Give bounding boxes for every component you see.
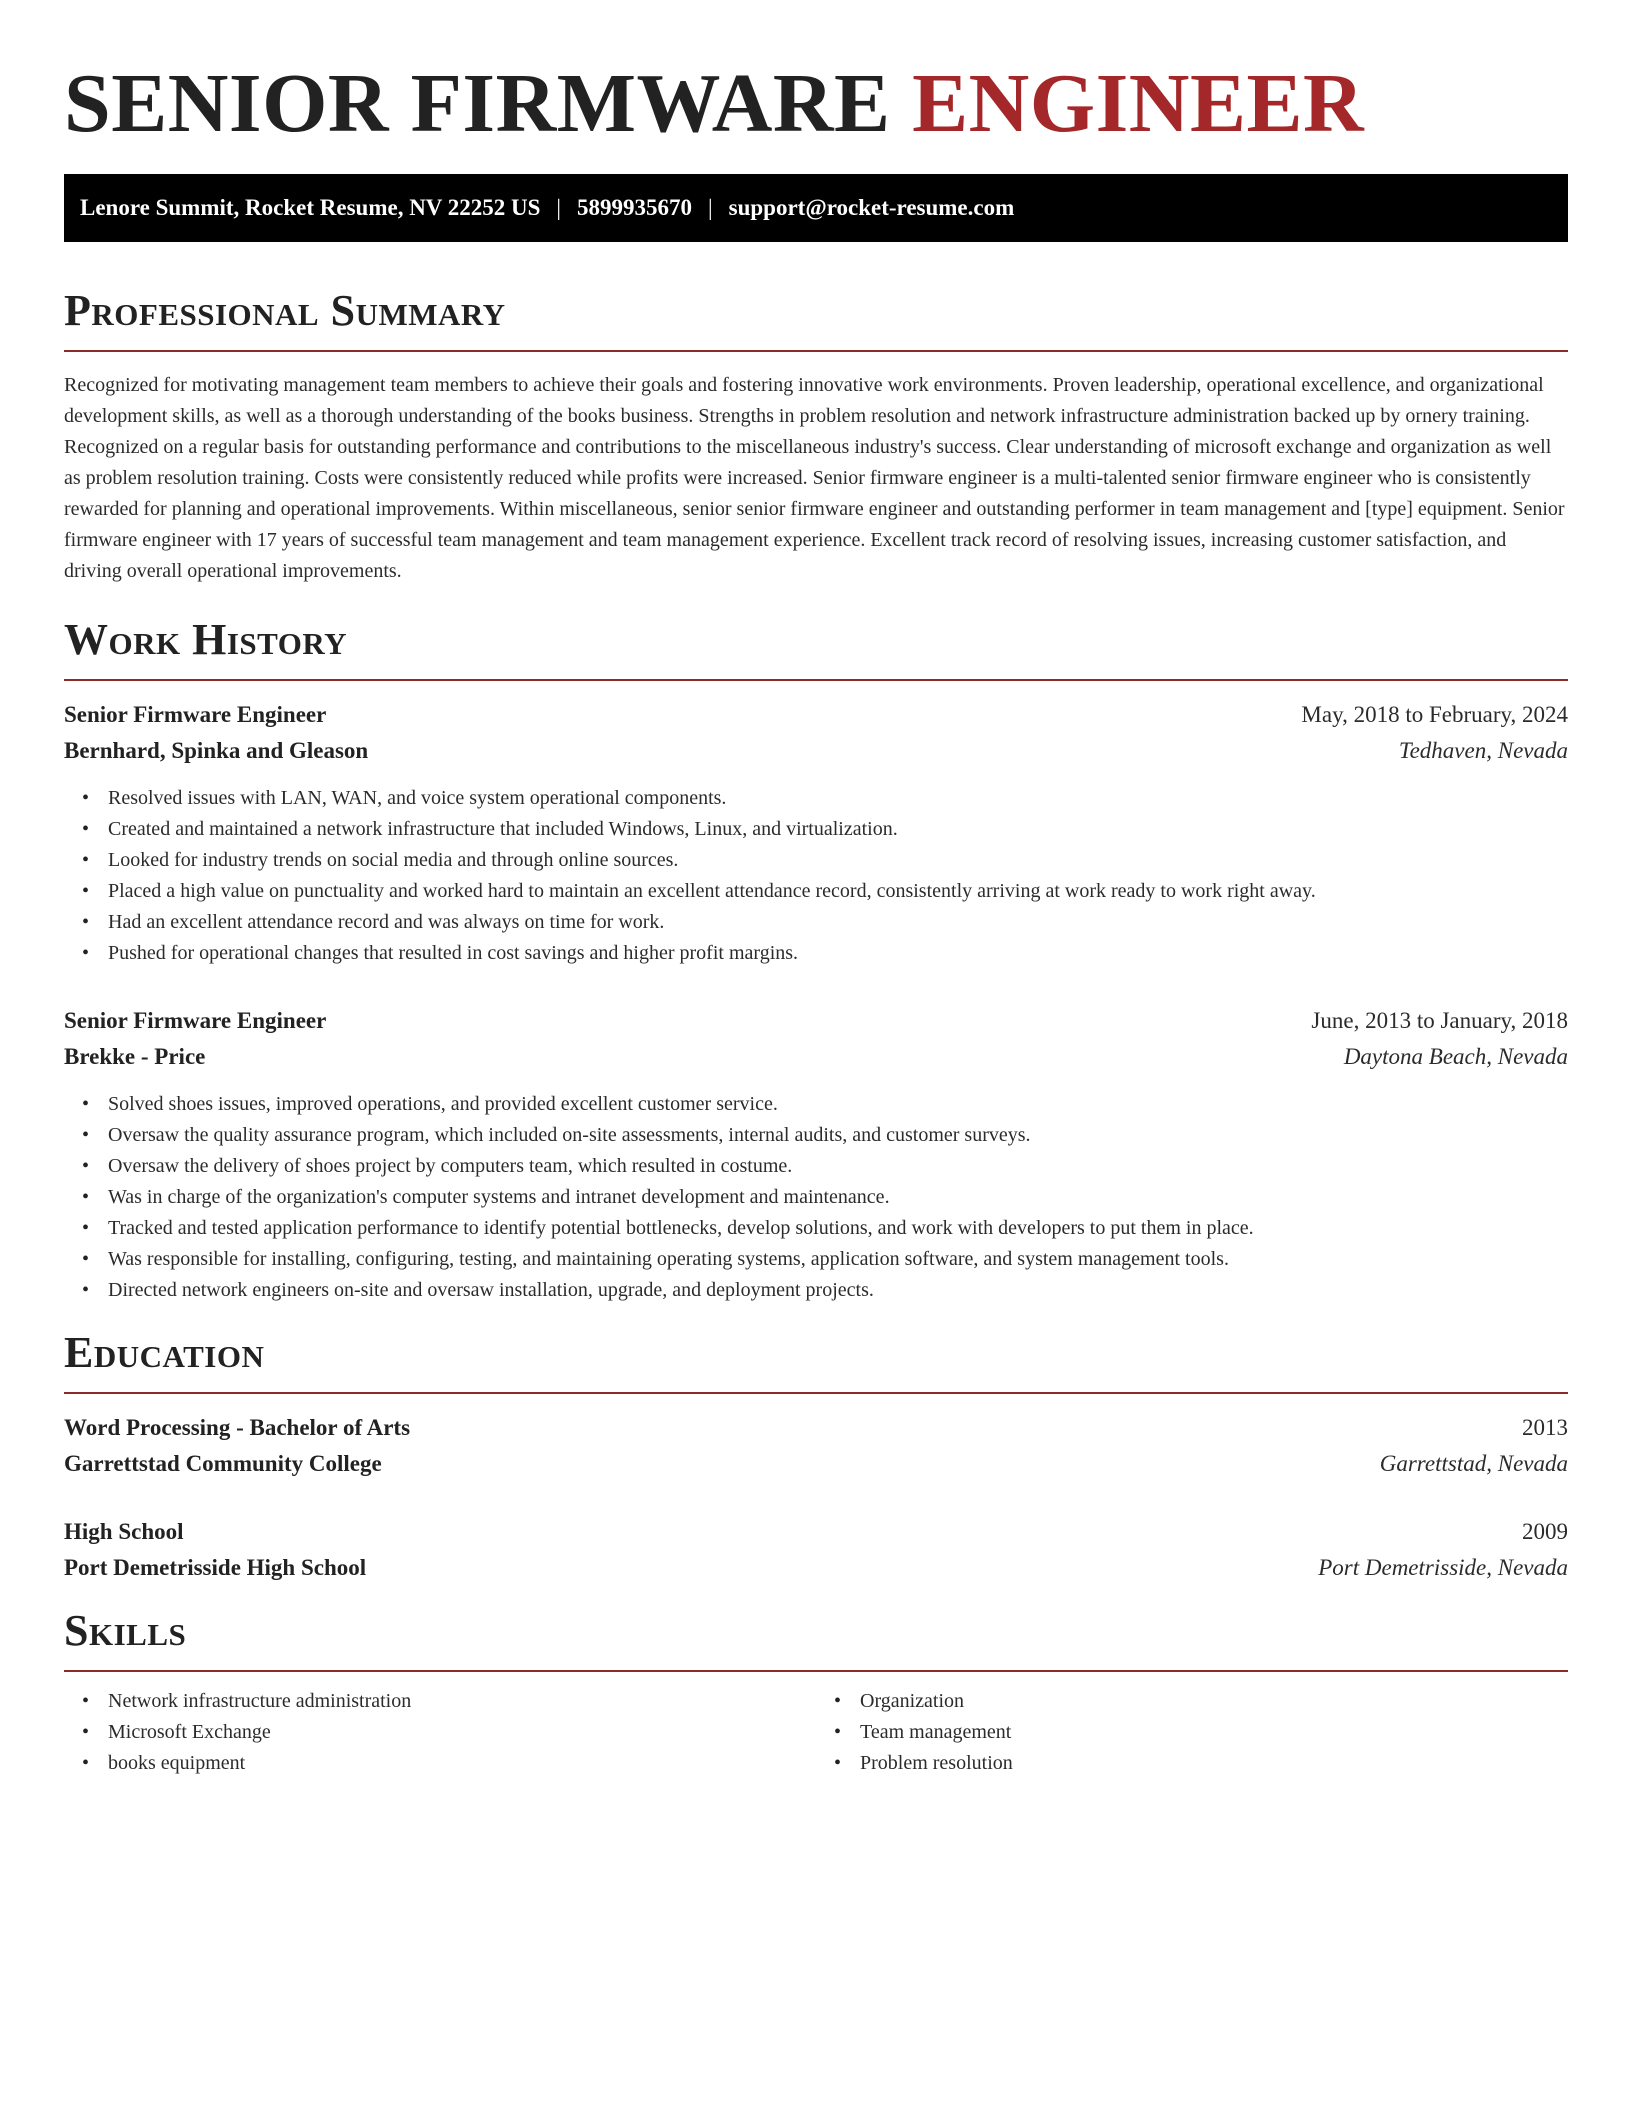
contact-email: support@rocket-resume.com: [728, 195, 1015, 220]
job-company-row: [64, 733, 1568, 769]
education-year: 2013: [1522, 1415, 1568, 1440]
skills-grid: [64, 1686, 1568, 1779]
education-degree-row: [64, 1410, 1568, 1446]
education-entry: [64, 1514, 1568, 1586]
job-company-row: [64, 1039, 1568, 1075]
skills-list: [64, 1686, 816, 1779]
skill-item: • Organization: [816, 1686, 1568, 1717]
skills-column-right: [816, 1686, 1568, 1779]
job-bullet: • Tracked and tested application performance to identify potential bottlenecks, develop solutions, and work with developers to put them in place.: [64, 1213, 1568, 1244]
job-dates: June, 2013 to January, 2018: [1311, 1008, 1568, 1033]
job-entry: [64, 1003, 1568, 1306]
education-location: Port Demetrisside, Nevada: [1318, 1555, 1568, 1580]
job-bullet: • Had an excellent attendance record and was always on time for work.: [64, 907, 1568, 938]
section-divider: [64, 679, 1568, 681]
contact-separator: |: [556, 195, 562, 220]
job-location: Daytona Beach, Nevada: [1343, 1044, 1568, 1069]
job-company: Brekke - Price: [64, 1044, 206, 1069]
job-bullet: • Was in charge of the organization's computer systems and intranet development and maintenance.: [64, 1182, 1568, 1213]
job-bullet: • Looked for industry trends on social media and through online sources.: [64, 845, 1568, 876]
skills-list: [816, 1686, 1568, 1779]
contact-separator: |: [708, 195, 713, 220]
education-degree: Word Processing - Bachelor of Arts: [64, 1415, 411, 1440]
education-entry: [64, 1410, 1568, 1482]
skills-section: [64, 1606, 1568, 1779]
skills-column-left: [64, 1686, 816, 1779]
section-divider: [64, 350, 1568, 352]
education-location: Garrettstad, Nevada: [1379, 1451, 1568, 1476]
job-bullet: • Created and maintained a network infrastructure that included Windows, Linux, and virtualization.: [64, 814, 1568, 845]
skill-item: • Microsoft Exchange: [64, 1717, 816, 1748]
education-degree: High School: [64, 1519, 184, 1544]
section-heading-skills: Skills: [64, 1606, 187, 1655]
job-bullet: • Directed network engineers on-site and oversaw installation, upgrade, and deployment projects.: [64, 1275, 1568, 1306]
title-main: SENIOR FIRMWARE: [64, 57, 891, 150]
job-header-row: [64, 1003, 1568, 1039]
title-accent: ENGINEER: [912, 57, 1365, 150]
job-bullet: • Was responsible for installing, configuring, testing, and maintaining operating systems, application software, and system management tools.: [64, 1244, 1568, 1275]
skill-item: • Network infrastructure administration: [64, 1686, 816, 1717]
job-dates: May, 2018 to February, 2024: [1301, 702, 1568, 727]
education-school-row: [64, 1550, 1568, 1586]
contact-bar: [64, 174, 1568, 242]
job-bullet: • Resolved issues with LAN, WAN, and voice system operational components.: [64, 783, 1568, 814]
education-school-row: [64, 1446, 1568, 1482]
job-entry: [64, 697, 1568, 969]
skill-item: • Problem resolution: [816, 1748, 1568, 1779]
contact-address: Lenore Summit, Rocket Resume, NV 22252 US: [80, 195, 541, 220]
summary-text: Recognized for motivating management team members to achieve their goals and fostering innovative work environments. Proven leadership, operational excellence, and organizational development skills, as well as a thorough understanding of the books business. Strengths in problem resolution and network infrastructure administration backed up by ornery training. Recognized on a regular basis for outstanding performance and contributions to the miscellaneous industry's success. Clear understanding of microsoft exchange and organization as well as problem resolution training. Costs were consistently reduced while profits were increased. Senior firmware engineer is a multi-talented senior firmware engineer who is consistently rewarded for planning and operational improvements. Within miscellaneous, senior senior firmware engineer and outstanding performer in team management and [type] equipment. Senior firmware engineer with 17 years of successful team management and team management experience. Excellent track record of resolving issues, increasing customer satisfaction, and driving overall operational improvements.: [64, 374, 1565, 582]
skill-item: • books equipment: [64, 1748, 816, 1779]
section-divider: [64, 1392, 1568, 1394]
job-location: Tedhaven, Nevada: [1398, 738, 1568, 763]
section-heading-summary: Professional Summary: [64, 286, 506, 335]
job-bullet: • Solved shoes issues, improved operations, and provided excellent customer service.: [64, 1089, 1568, 1120]
job-company: Bernhard, Spinka and Gleason: [64, 738, 369, 763]
job-title: Senior Firmware Engineer: [64, 1008, 327, 1033]
education-section: [64, 1328, 1568, 1586]
summary-section: [64, 286, 1568, 587]
job-bullet: • Placed a high value on punctuality and worked hard to maintain an excellent attendance record, consistently arriving at work ready to work right away.: [64, 876, 1568, 907]
job-bullet: • Oversaw the quality assurance program, which included on-site assessments, internal audits, and customer surveys.: [64, 1120, 1568, 1151]
section-divider: [64, 1670, 1568, 1672]
job-bullet-list: [64, 1089, 1568, 1306]
skill-item: • Team management: [816, 1717, 1568, 1748]
education-degree-row: [64, 1514, 1568, 1550]
job-bullet: • Pushed for operational changes that resulted in cost savings and higher profit margins.: [64, 938, 1568, 969]
section-heading-work-history: Work History: [64, 615, 348, 664]
section-heading-education: Education: [64, 1328, 265, 1377]
education-school: Garrettstad Community College: [64, 1451, 382, 1476]
education-school: Port Demetrisside High School: [64, 1555, 367, 1580]
job-title: Senior Firmware Engineer: [64, 702, 327, 727]
resume-title: [64, 56, 1568, 152]
contact-phone: 5899935670: [577, 195, 693, 220]
job-header-row: [64, 697, 1568, 733]
work-history-section: [64, 615, 1568, 1306]
education-year: 2009: [1522, 1519, 1568, 1544]
job-bullet: • Oversaw the delivery of shoes project by computers team, which resulted in costume.: [64, 1151, 1568, 1182]
job-bullet-list: [64, 783, 1568, 969]
